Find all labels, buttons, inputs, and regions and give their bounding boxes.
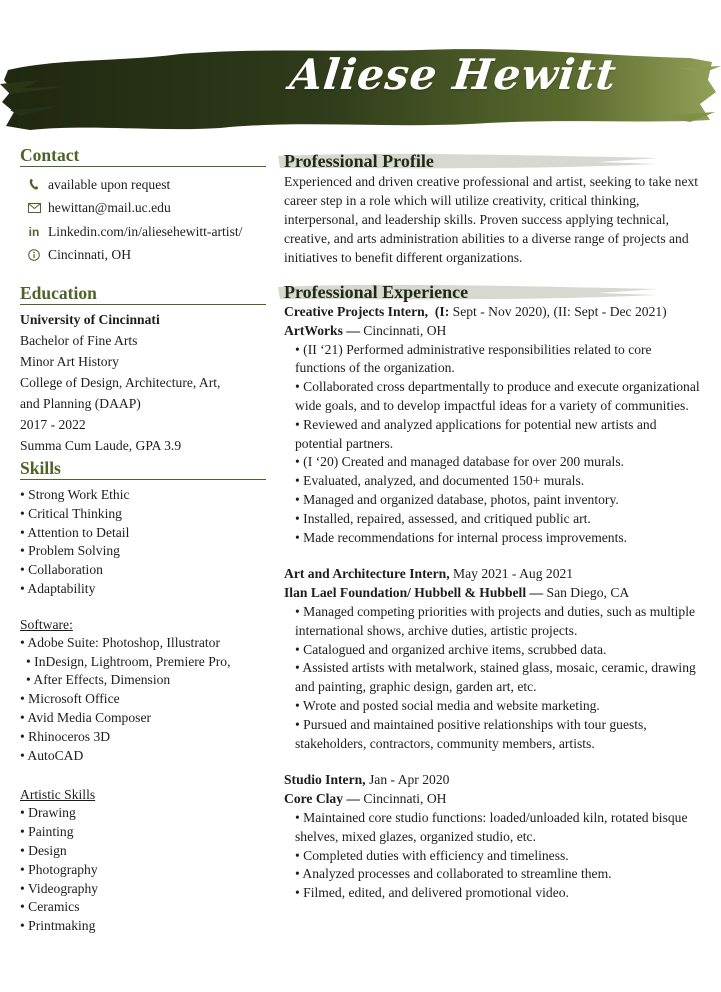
software-item: • AutoCAD [20, 747, 266, 766]
software-item-cont: After Effects, Dimension [33, 672, 171, 688]
info-icon [26, 249, 42, 261]
job-org: Ilan Lael Foundation/ Hubbell & Hubbell [284, 585, 527, 601]
education-heading: Education [20, 283, 266, 305]
job-org: ArtWorks [284, 322, 343, 338]
job-dates: Sept - Nov 2020), (II: Sept - Dec 2021) [452, 304, 667, 319]
experience-heading-text: Professional Experience [284, 282, 469, 302]
job-bullet: • Reviewed and analyzed applications for potential new artists and potential partners. [284, 416, 704, 454]
contact-heading: Contact [20, 145, 266, 167]
job-bullet: • Catalogued and organized archive items, scrubbed data. [284, 641, 704, 660]
education-line: Minor Art History [20, 354, 119, 369]
job-bullet: • Pursued and maintained positive relationships with tour guests, stakeholders, contractors, community members, artists. [284, 716, 704, 754]
education-line: 2017 - 2022 [20, 417, 86, 432]
contact-phone [20, 173, 266, 197]
contact-location [20, 244, 266, 268]
person-name: Aliese Hewitt [287, 50, 620, 99]
education-line: Bachelor of Fine Arts [20, 333, 138, 348]
experience-heading [284, 281, 704, 303]
job-role: Studio Intern, [284, 772, 366, 788]
mail-icon [26, 203, 42, 213]
profile-heading [284, 150, 704, 172]
skill-item: • Attention to Detail [20, 524, 266, 543]
education-line: Summa Cum Laude, GPA 3.9 [20, 438, 182, 453]
job-bullet: • Made recommendations for internal process improvements. [284, 529, 704, 548]
left-column [20, 145, 266, 936]
job-bullets [284, 809, 704, 903]
job-org: Core Clay [284, 791, 344, 807]
artistic-skill-item: • Photography [20, 861, 266, 880]
job-bullet: • Assisted artists with metalwork, stained glass, mosaic, ceramic, drawing and painting, graphic design, garden art, etc. [284, 659, 704, 697]
job-bullet: • Installed, repaired, assessed, and critiqued public art. [284, 510, 704, 529]
artistic-skill-item: • Drawing [20, 804, 266, 823]
software-item [20, 671, 266, 690]
job-org-line: Ilan Lael Foundation/ Hubbell & Hubbell — San Diego, CA [284, 585, 630, 601]
skill-item: • Critical Thinking [20, 505, 266, 524]
linkedin-icon: in [28, 224, 40, 239]
job-entry [284, 565, 704, 753]
job-bullet: • Evaluated, analyzed, and documented 150+ murals. [284, 472, 704, 491]
job-dates: May 2021 - Aug 2021 [453, 566, 574, 582]
artistic-skill-item: • Design [20, 842, 266, 861]
job-bullet: • Analyzed processes and collaborated to streamline them. [284, 865, 704, 884]
software-item: • Microsoft Office [20, 690, 266, 709]
artistic-skills-subheading: Artistic Skills [20, 787, 96, 803]
software-item: • Rhinoceros 3D [20, 728, 266, 747]
job-dates: Jan - Apr 2020 [369, 772, 450, 788]
job-bullet: • Maintained core studio functions: loaded/unloaded kiln, rotated bisque shelves, mixed glazes, organized studio, etc. [284, 809, 704, 847]
job-bullets [284, 341, 704, 548]
software-item: • Avid Media Composer [20, 709, 266, 728]
profile-heading-text: Professional Profile [284, 151, 434, 171]
software-item: • Adobe Suite: Photoshop, Illustrator [20, 634, 266, 653]
job-entry [284, 303, 704, 547]
job-location: San Diego, CA [546, 585, 630, 601]
job-bullet: • Collaborated cross departmentally to produce and execute organizational wide goals, and to develop impactful ideas for a variety of communities. [284, 378, 704, 416]
job-entry [284, 771, 704, 903]
right-column [284, 150, 704, 903]
skill-item: • Problem Solving [20, 542, 266, 561]
contact-linkedin [20, 220, 266, 244]
phone-icon [26, 178, 42, 191]
job-bullet: • Managed and organized database, photos, paint inventory. [284, 491, 704, 510]
contact-linkedin-text[interactable]: Linkedin.com/in/aliesehewitt-artist/ [48, 223, 243, 239]
contact-email [20, 197, 266, 221]
job-dates-prefix: (I: [434, 304, 450, 319]
job-location: Cincinnati, OH [363, 322, 447, 338]
artistic-skill-item: • Printmaking [20, 917, 266, 936]
skills-list [20, 486, 266, 599]
education-line: College of Design, Architecture, Art, [20, 375, 221, 390]
job-bullet: • Filmed, edited, and delivered promotional video. [284, 884, 704, 903]
skills-heading: Skills [20, 458, 266, 480]
artistic-skills-list [20, 804, 266, 936]
skill-item: • Strong Work Ethic [20, 486, 266, 505]
job-title-line [284, 771, 704, 790]
software-list [20, 634, 266, 766]
job-bullet: • Completed duties with efficiency and timeliness. [284, 847, 704, 866]
artistic-skill-item: • Ceramics [20, 898, 266, 917]
software-item [20, 653, 266, 672]
job-bullets [284, 603, 704, 753]
school-name: University of Cincinnati [20, 312, 160, 327]
job-org-line: Core Clay — Cincinnati, OH [284, 791, 447, 807]
software-subheading: Software: [20, 616, 73, 632]
contact-phone-text: available upon request [48, 176, 171, 192]
artistic-skill-item: • Painting [20, 823, 266, 842]
contact-email-text[interactable]: hewittan@mail.uc.edu [48, 200, 171, 216]
job-org-line: ArtWorks — Cincinnati, OH [284, 322, 447, 338]
software-item-cont: InDesign, Lightroom, Premiere Pro, [34, 653, 231, 669]
job-bullet: • Wrote and posted social media and website marketing. [284, 697, 704, 716]
job-location: Cincinnati, OH [363, 791, 447, 807]
education-line: and Planning (DAAP) [20, 396, 141, 411]
skill-item: • Collaboration [20, 561, 266, 580]
artistic-skill-item: • Videography [20, 880, 266, 899]
profile-text: Experienced and driven creative professional and artist, seeking to take next career step in a role which will utilize creativity, critical thinking, interpersonal, and leadership skills. Proven success applying technical, creative, and arts administration abilities to a diverse range of projects and initiatives to benefit different organizations. [284, 174, 699, 265]
job-bullet: • Managed competing priorities with projects and duties, such as multiple international shows, archive duties, artistic projects. [284, 603, 704, 641]
job-bullet: • (I ‘20) Created and managed database for over 200 murals. [284, 453, 704, 472]
job-title-line [284, 303, 704, 322]
job-role: Creative Projects Intern, [284, 304, 429, 319]
skill-item: • Adaptability [20, 580, 266, 599]
job-title-line [284, 565, 704, 584]
job-role: Art and Architecture Intern, [284, 566, 450, 582]
job-bullet: • (II ‘21) Performed administrative responsibilities related to core functions of the organization. [284, 341, 704, 379]
contact-location-text: Cincinnati, OH [48, 247, 132, 263]
